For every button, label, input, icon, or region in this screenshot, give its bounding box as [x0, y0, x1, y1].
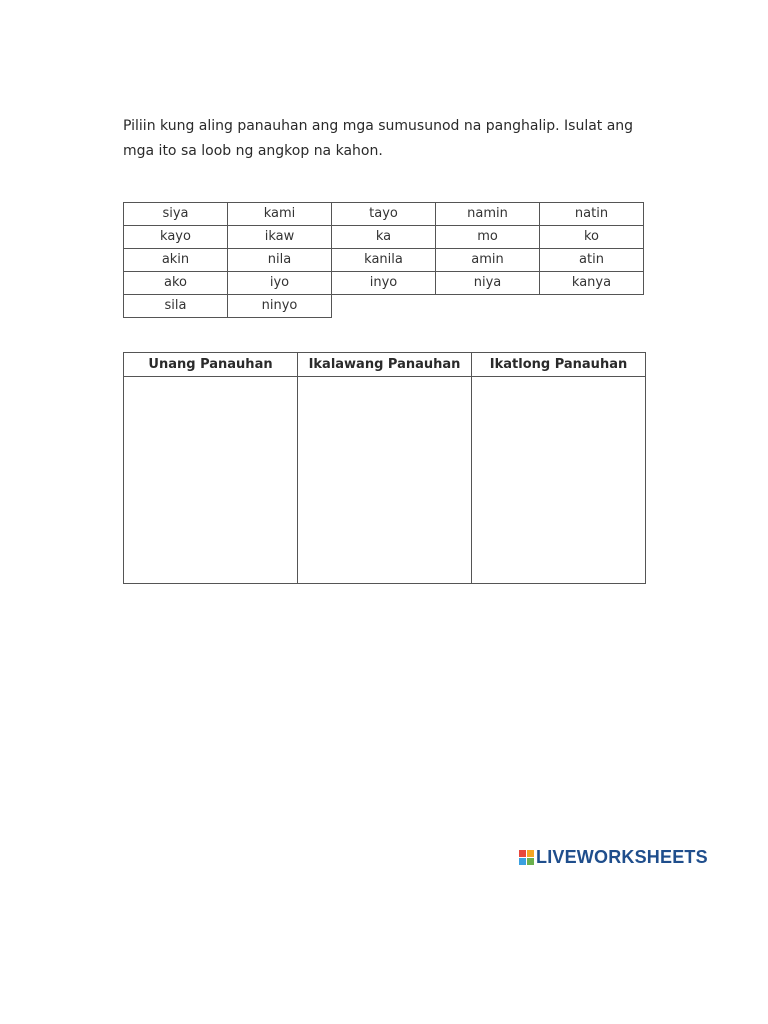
- instructions-text: Piliin kung aling panauhan ang mga sumusunod na panghalip. Isulat ang mga ito sa loob ng angkop na kahon.: [123, 118, 634, 159]
- table-row: [124, 226, 644, 249]
- word-cell: sila: [124, 295, 228, 318]
- table-row: [124, 249, 644, 272]
- empty-cell: [436, 295, 540, 318]
- word-cell: tayo: [332, 203, 436, 226]
- liveworksheets-logo-text: LIVEWORKSHEETS: [536, 846, 708, 867]
- liveworksheets-logo: [519, 846, 708, 868]
- logo-square: [527, 858, 534, 865]
- word-cell: ako: [124, 272, 228, 295]
- word-cell: atin: [540, 249, 644, 272]
- logo-square: [519, 858, 526, 865]
- word-cell: akin: [124, 249, 228, 272]
- liveworksheets-logo-icon: [519, 850, 534, 865]
- word-cell: nila: [228, 249, 332, 272]
- word-cell: ka: [332, 226, 436, 249]
- word-cell: natin: [540, 203, 644, 226]
- word-cell: kanila: [332, 249, 436, 272]
- word-cell: kanya: [540, 272, 644, 295]
- header-ikalawang-panauhan: Ikalawang Panauhan: [298, 353, 472, 377]
- word-cell: siya: [124, 203, 228, 226]
- table-row: [124, 272, 644, 295]
- answer-box-ikatlong-panauhan[interactable]: [472, 377, 646, 584]
- logo-square: [527, 850, 534, 857]
- answer-body-row: [124, 377, 646, 584]
- word-cell: namin: [436, 203, 540, 226]
- empty-cell: [540, 295, 644, 318]
- word-cell: niya: [436, 272, 540, 295]
- word-cell: ikaw: [228, 226, 332, 249]
- word-cell: kayo: [124, 226, 228, 249]
- table-row: [124, 203, 644, 226]
- pronoun-word-bank-table: [123, 202, 644, 318]
- word-cell: ko: [540, 226, 644, 249]
- empty-cell: [332, 295, 436, 318]
- logo-square: [519, 850, 526, 857]
- header-ikatlong-panauhan: Ikatlong Panauhan: [472, 353, 646, 377]
- header-unang-panauhan: Unang Panauhan: [124, 353, 298, 377]
- answer-box-ikalawang-panauhan[interactable]: [298, 377, 472, 584]
- answer-header-row: [124, 353, 646, 377]
- word-cell: amin: [436, 249, 540, 272]
- answer-box-unang-panauhan[interactable]: [124, 377, 298, 584]
- word-cell: mo: [436, 226, 540, 249]
- word-cell: inyo: [332, 272, 436, 295]
- word-cell: ninyo: [228, 295, 332, 318]
- panauhan-answer-table: [123, 352, 646, 584]
- word-cell: iyo: [228, 272, 332, 295]
- word-cell: kami: [228, 203, 332, 226]
- table-row: [124, 295, 644, 318]
